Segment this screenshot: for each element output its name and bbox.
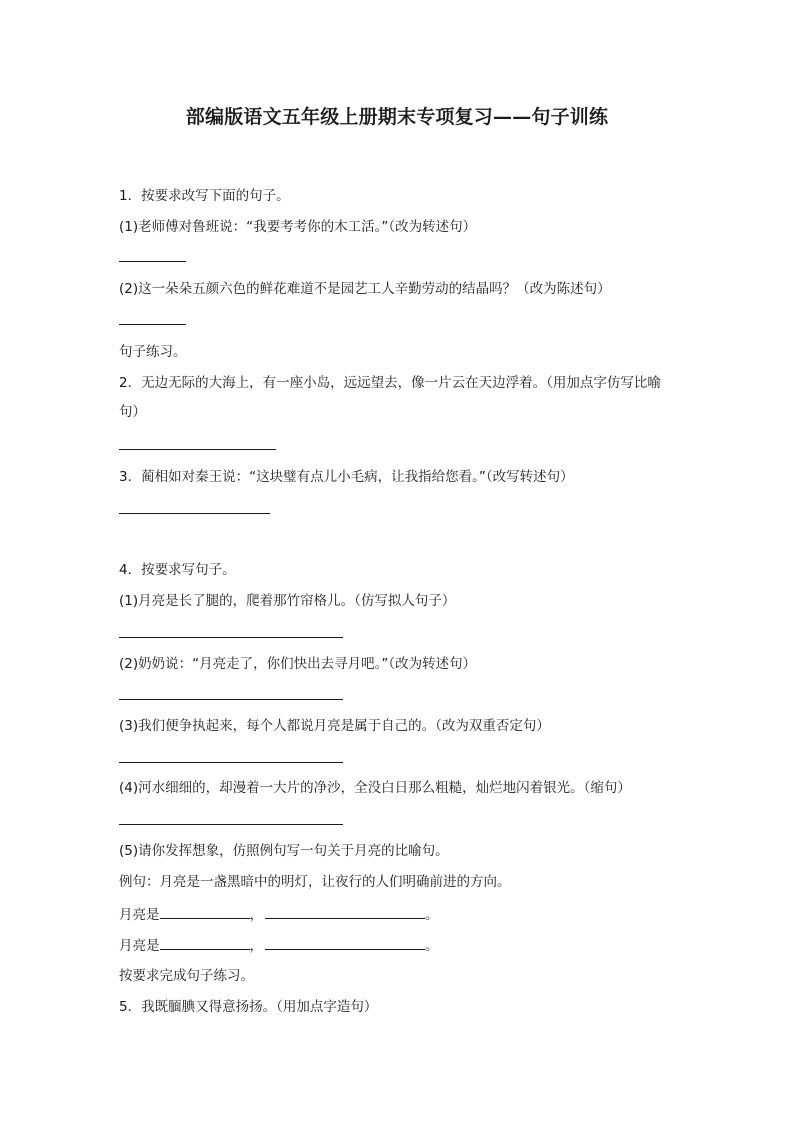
fill-end: 。 — [425, 907, 439, 923]
question-5-stem: 5．我既腼腆又得意扬扬。（用加点字造句） — [119, 999, 378, 1015]
question-4-sub-5: (5)请你发挥想象，仿照例句写一句关于月亮的比喻句。 — [119, 843, 449, 859]
fill-comma: ， — [249, 938, 263, 954]
answer-blank-1-1[interactable] — [119, 261, 186, 262]
question-4-sub-1: (1)月亮是长了腿的，爬着那竹帘格儿。（仿写拟人句子） — [119, 593, 456, 609]
answer-blank-2[interactable] — [119, 449, 276, 450]
fill-blank-1b[interactable] — [265, 904, 425, 919]
question-1-sub-2: (2)这一朵朵五颜六色的鲜花难道不是园艺工人辛勤劳动的结晶吗？（改为陈述句） — [119, 281, 611, 297]
answer-blank-4-2[interactable] — [119, 699, 343, 700]
fill-blank-2a[interactable] — [160, 935, 250, 950]
fill-blank-1a[interactable] — [160, 904, 250, 919]
fill-prefix: 月亮是 — [119, 938, 160, 954]
answer-blank-4-3[interactable] — [119, 762, 343, 763]
page-title: 部编版语文五年级上册期末专项复习——句子训练 — [185, 106, 609, 128]
question-3-stem: 3．蔺相如对秦王说：“这块璧有点儿小毛病，让我指给您看。”（改写转述句） — [119, 469, 574, 485]
fill-prefix: 月亮是 — [119, 907, 160, 923]
fill-comma: ， — [249, 907, 263, 923]
fill-in-row-1 — [119, 904, 439, 925]
question-2-line-2: 句） — [119, 404, 146, 420]
answer-blank-4-4[interactable] — [119, 824, 343, 825]
fill-in-row-2 — [119, 935, 439, 956]
fill-blank-2b[interactable] — [265, 935, 425, 950]
fill-end: 。 — [425, 938, 439, 954]
question-1-sub-1: (1)老师傅对鲁班说：“我要考考你的木工活。”（改为转述句） — [119, 219, 477, 235]
section-note-1: 句子练习。 — [119, 344, 187, 360]
answer-blank-3[interactable] — [119, 513, 270, 514]
question-4-sub-2: (2)奶奶说：“月亮走了，你们快出去寻月吧。”（改为转述句） — [119, 656, 477, 672]
question-1-stem: 1．按要求改写下面的句子。 — [119, 188, 290, 204]
answer-blank-1-2[interactable] — [119, 324, 186, 325]
answer-blank-4-1[interactable] — [119, 637, 343, 638]
question-2-line-1: 2．无边无际的大海上，有一座小岛，远远望去，像一片云在天边浮着。（用加点字仿写比喻 — [119, 375, 661, 391]
section-note-2: 按要求完成句子练习。 — [119, 968, 254, 984]
question-4-example: 例句：月亮是一盏黑暗中的明灯，让夜行的人们明确前进的方向。 — [119, 874, 511, 890]
question-4-sub-3: (3)我们便争执起来，每个人都说月亮是属于自己的。（改为双重否定句） — [119, 718, 550, 734]
question-4-sub-4: (4)河水细细的，却漫着一大片的净沙，全没白日那么粗糙，灿烂地闪着银光。（缩句） — [119, 780, 631, 796]
question-4-stem: 4．按要求写句子。 — [119, 562, 236, 578]
